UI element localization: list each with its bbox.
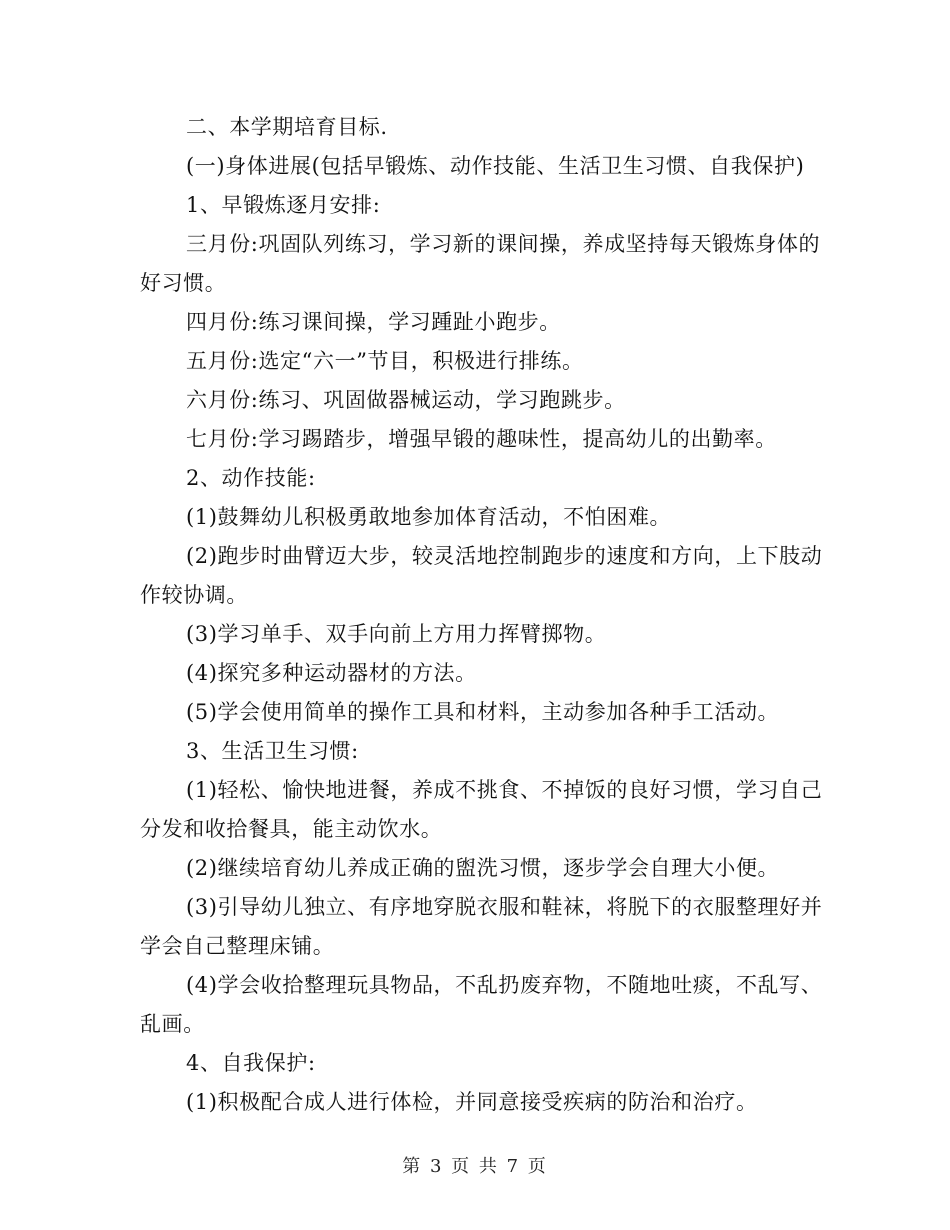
paragraph: 三月份:巩固队列练习，学习新的课间操，养成坚持每天锻炼身体的好习惯。 (140, 232, 821, 295)
paragraph: (3)引导幼儿独立、有序地穿脱衣服和鞋袜，将脱下的衣服整理好并学会自己整理床铺。 (140, 895, 823, 958)
subsection-heading: (一)身体进展(包括早锻炼、动作技能、生活卫生习惯、自我保护) (186, 154, 805, 178)
paragraph: (1)鼓舞幼儿积极勇敢地参加体育活动，不怕困难。 (186, 505, 672, 529)
paragraph: 五月份:选定“六一”节目，积极进行排练。 (186, 349, 584, 373)
paragraph: (2)继续培育幼儿养成正确的盥洗习惯，逐步学会自理大小便。 (186, 856, 780, 880)
paragraph: (5)学会使用简单的操作工具和材料，主动参加各种手工活动。 (186, 700, 780, 724)
document-body (140, 108, 830, 1122)
section-heading: 二、本学期培育目标. (186, 115, 388, 139)
paragraph: (3)学习单手、双手向前上方用力挥臂掷物。 (186, 622, 607, 646)
paragraph: (2)跑步时曲臂迈大步，较灵活地控制跑步的速度和方向，上下肢动作较协调。 (140, 544, 823, 607)
paragraph: (1)积极配合成人进行体检，并同意接受疾病的防治和治疗。 (186, 1090, 758, 1114)
paragraph: (1)轻松、愉快地进餐，养成不挑食、不掉饭的良好习惯，学习自己分发和收拾餐具，能主动饮水。 (140, 778, 823, 841)
paragraph: 六月份:练习、巩固做器械运动，学习跑跳步。 (186, 388, 626, 412)
paragraph: (4)学会收拾整理玩具物品，不乱扔废弃物，不随地吐痰，不乱写、乱画。 (140, 973, 823, 1036)
item-heading: 2、动作技能: (186, 466, 316, 490)
paragraph: 四月份:练习课间操，学习踵趾小跑步。 (186, 310, 561, 334)
item-heading: 3、生活卫生习惯: (186, 739, 359, 763)
paragraph: (4)探究多种运动器材的方法。 (186, 661, 477, 685)
page-number-footer: 第 3 页 共 7 页 (402, 1156, 548, 1177)
item-heading: 1、早锻炼逐月安排: (186, 193, 381, 217)
item-heading: 4、自我保护: (186, 1051, 316, 1075)
paragraph: 七月份:学习踢踏步，增强早锻的趣味性，提高幼儿的出勤率。 (186, 427, 777, 451)
